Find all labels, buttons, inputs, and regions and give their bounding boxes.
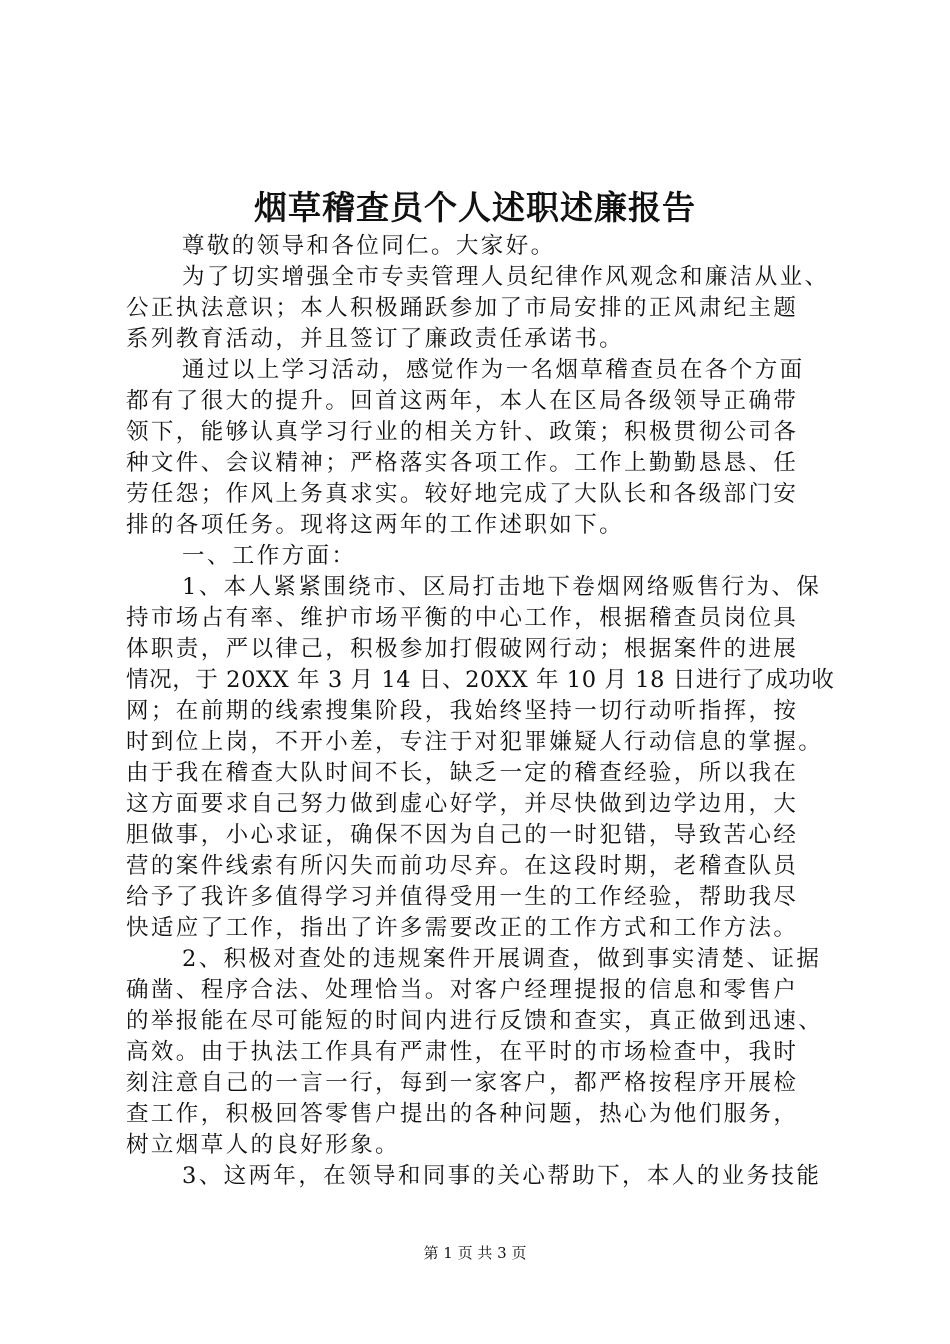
- document-title: 烟草稽查员个人述职述廉报告: [254, 188, 696, 227]
- text-line: 快适应了工作，指出了许多需要改正的工作方式和工作方法。: [126, 915, 799, 941]
- text-line: 为了切实增强全市专卖管理人员纪律作风观念和廉洁从业、: [182, 264, 830, 290]
- page-footer: 第 1 页 共 3 页: [423, 1244, 527, 1262]
- text-line: 网；在前期的线索搜集阶段，我始终坚持一切行动听指挥，按: [126, 698, 799, 724]
- text-line: 种文件、会议精神；严格落实各项工作。工作上勤勤恳恳、任: [126, 450, 799, 476]
- document-body: [126, 231, 838, 1192]
- text-line: 1、本人紧紧围绕市、区局打击地下卷烟网络贩售行为、保: [182, 574, 822, 600]
- text-line: 刻注意自己的一言一行，每到一家客户，都严格按程序开展检: [126, 1070, 799, 1096]
- text-line: 情况，于 20XX 年 3 月 14 日、20XX 年 10 月 18 日进行了成功收: [126, 667, 835, 693]
- text-line: 尊敬的领导和各位同仁。大家好。: [182, 233, 556, 259]
- text-line: 的举报能在尽可能短的时间内进行反馈和查实，真正做到迅速、: [126, 1008, 824, 1034]
- text-line: 2、积极对查处的违规案件开展调查，做到事实清楚、证据: [182, 946, 822, 972]
- text-line: 高效。由于执法工作具有严肃性，在平时的市场检查中，我时: [126, 1039, 799, 1065]
- text-line: 通过以上学习活动，感觉作为一名烟草稽查员在各个方面: [182, 357, 805, 383]
- text-line: 时到位上岗，不开小差，专注于对犯罪嫌疑人行动信息的掌握。: [126, 729, 824, 755]
- text-line: 营的案件线索有所闪失而前功尽弃。在这段时期，老稽查队员: [126, 853, 799, 879]
- text-line: 公正执法意识；本人积极踊跃参加了市局安排的正风肃纪主题: [126, 295, 799, 321]
- text-line: 领下，能够认真学习行业的相关方针、政策；积极贯彻公司各: [126, 419, 799, 445]
- text-line: 查工作，积极回答零售户提出的各种问题，热心为他们服务，: [126, 1101, 799, 1127]
- text-line: 树立烟草人的良好形象。: [126, 1132, 400, 1158]
- text-line: 确凿、程序合法、处理恰当。对客户经理提报的信息和零售户: [126, 977, 799, 1003]
- text-line: 这方面要求自己努力做到虚心好学，并尽快做到边学边用，大: [126, 791, 799, 817]
- text-line: 体职责，严以律己，积极参加打假破网行动；根据案件的进展: [126, 636, 799, 662]
- text-line: 3、这两年，在领导和同事的关心帮助下，本人的业务技能: [182, 1163, 822, 1189]
- text-line: 排的各项任务。现将这两年的工作述职如下。: [126, 512, 625, 538]
- text-line: 持市场占有率、维护市场平衡的中心工作，根据稽查员岗位具: [126, 605, 799, 631]
- text-line: 胆做事，小心求证，确保不因为自己的一时犯错，导致苦心经: [126, 822, 799, 848]
- text-line: 给予了我许多值得学习并值得受用一生的工作经验，帮助我尽: [126, 884, 799, 910]
- text-line: 系列教育活动，并且签订了廉政责任承诺书。: [126, 326, 625, 352]
- text-line: 都有了很大的提升。回首这两年，本人在区局各级领导正确带: [126, 388, 799, 414]
- text-line: 一、工作方面：: [182, 543, 357, 569]
- text-line: 劳任怨；作风上务真求实。较好地完成了大队长和各级部门安: [126, 481, 799, 507]
- text-line: 由于我在稽查大队时间不长，缺乏一定的稽查经验，所以我在: [126, 760, 799, 786]
